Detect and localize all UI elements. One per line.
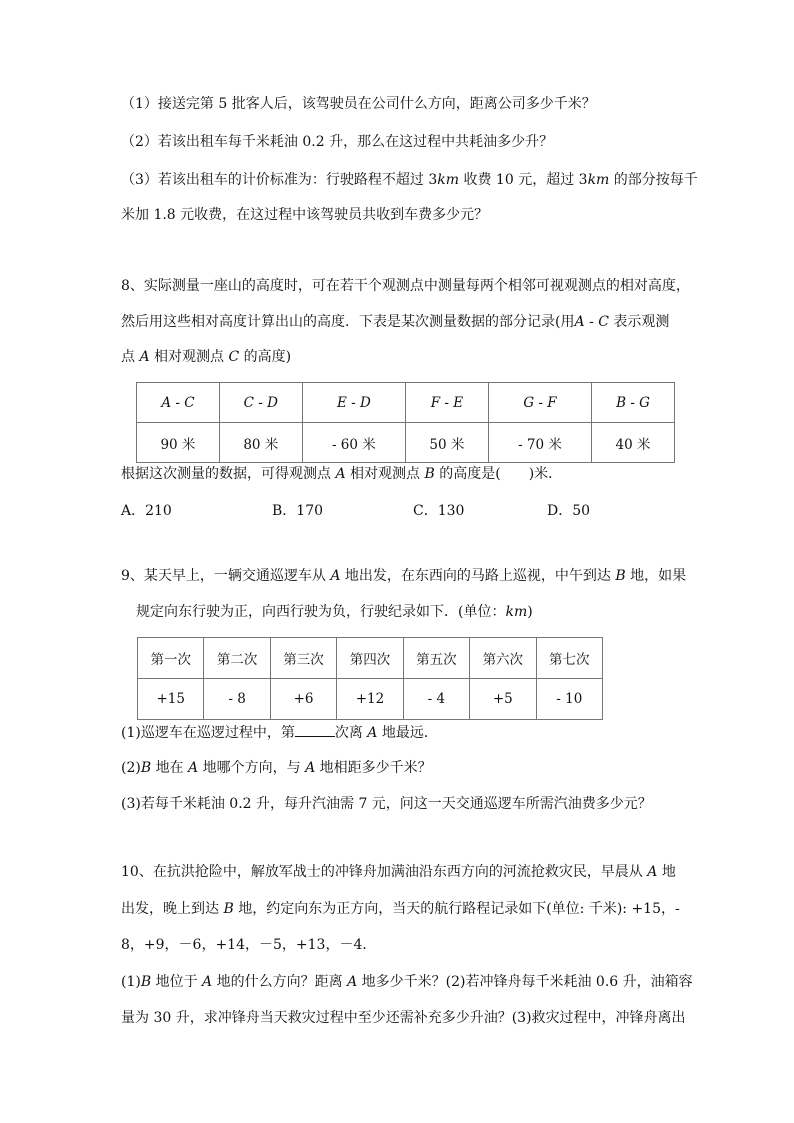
table-header-cell: 第七次 (536, 638, 602, 679)
table-header-cell: A - C (137, 383, 220, 423)
table-header-cell: 第三次 (270, 638, 336, 679)
table-cell: 50 米 (405, 423, 488, 463)
q8-option-d: D．50 (547, 503, 591, 519)
table-header-cell: 第六次 (470, 638, 536, 679)
q10-stem-line3: 8，+9，－6，+14，－5，+13，－4． (121, 937, 377, 953)
table-cell: - 4 (403, 679, 469, 720)
table-header-cell: B - G (592, 383, 675, 423)
table-header-cell: C - D (219, 383, 302, 423)
q9-sub2: (2)B 地在 A 地哪个方向，与 A 地相距多少千米？ (121, 760, 432, 776)
table-header-cell: 第四次 (337, 638, 403, 679)
q7-part3: （3）若该出租车的计价标准为：行驶路程不超过 3km 收费 10 元，超过 3km 的部分按每千 (121, 172, 698, 188)
q10-stem-line1: 10、在抗洪抢险中，解放军战士的冲锋舟加满油沿东西方向的河流抢救灾民，早晨从 A 地 (121, 864, 676, 880)
q8-question: 根据这次测量的数据，可得观测点 A 相对观测点 B 的高度是( )米． (121, 466, 563, 482)
table-cell: - 10 (536, 679, 602, 720)
table-header-cell: 第一次 (138, 638, 204, 679)
table-header-cell: E - D (302, 383, 405, 423)
q10-stem-line5: 量为 30 升，求冲锋舟当天救灾过程中至少还需补充多少升油？(3)救灾过程中，冲锋舟离出 (121, 1010, 686, 1026)
q9-stem-line2: 规定向东行驶为正，向西行驶为负，行驶纪录如下．(单位：km) (136, 604, 533, 620)
q9-patrol-table (137, 637, 603, 720)
q8-option-b: B．170 (272, 503, 324, 519)
table-header-cell: 第二次 (204, 638, 270, 679)
q9-sub3: (3)若每千米耗油 0.2 升，每升汽油需 7 元，问这一天交通巡逻车所需汽油费多少元？ (121, 796, 652, 812)
table-header-cell: F - E (405, 383, 488, 423)
q8-stem-line3: 点 A 相对观测点 C 的高度) (121, 349, 292, 365)
q8-stem-line1: 8、实际测量一座山的高度时，可在若干个观测点中测量每两个相邻可视观测点的相对高度， (121, 278, 690, 294)
table-header-cell: 第五次 (403, 638, 469, 679)
q8-height-table (136, 382, 675, 463)
table-cell: - 8 (204, 679, 270, 720)
table-cell: +5 (470, 679, 536, 720)
table-row (138, 638, 603, 679)
table-cell: 90 米 (137, 423, 220, 463)
table-row (137, 383, 675, 423)
table-row (138, 679, 603, 720)
q9-stem-line1: 9、某天早上，一辆交通巡逻车从 A 地出发，在东西向的马路上巡视，中午到达 B 地，如果 (121, 568, 687, 584)
table-cell: +15 (138, 679, 204, 720)
table-row (137, 423, 675, 463)
q7-part1: （1）接送完第 5 批客人后，该驾驶员在公司什么方向，距离公司多少千米？ (121, 96, 596, 112)
table-cell: - 60 米 (302, 423, 405, 463)
q10-stem-line4: (1)B 地位于 A 地的什么方向？距离 A 地多少千米？(2)若冲锋舟每千米耗油 0.6 升，油箱容 (121, 974, 693, 990)
table-cell: +12 (337, 679, 403, 720)
answer-blank (295, 722, 335, 737)
table-cell: +6 (270, 679, 336, 720)
q7-part2: （2）若该出租车每千米耗油 0.2 升，那么在这过程中共耗油多少升？ (121, 134, 554, 150)
q10-stem-line2: 出发，晚上到达 B 地，约定向东为正方向，当天的航行路程记录如下(单位: 千米): +15，- (121, 901, 680, 917)
q8-stem-line2: 然后用这些相对高度计算出山的高度．下表是某次测量数据的部分记录(用A - C 表示观测 (121, 314, 670, 330)
q9-sub1: (1)巡逻车在巡逻过程中，第 次离 A 地最远． (121, 722, 438, 743)
table-header-cell: G - F (488, 383, 591, 423)
table-cell: 80 米 (219, 423, 302, 463)
table-cell: 40 米 (592, 423, 675, 463)
table-cell: - 70 米 (488, 423, 591, 463)
q7-part3-cont: 米加 1.8 元收费，在这过程中该驾驶员共收到车费多少元？ (121, 207, 489, 223)
q8-option-c: C．130 (413, 503, 465, 519)
q8-option-a: A．210 (121, 503, 172, 519)
